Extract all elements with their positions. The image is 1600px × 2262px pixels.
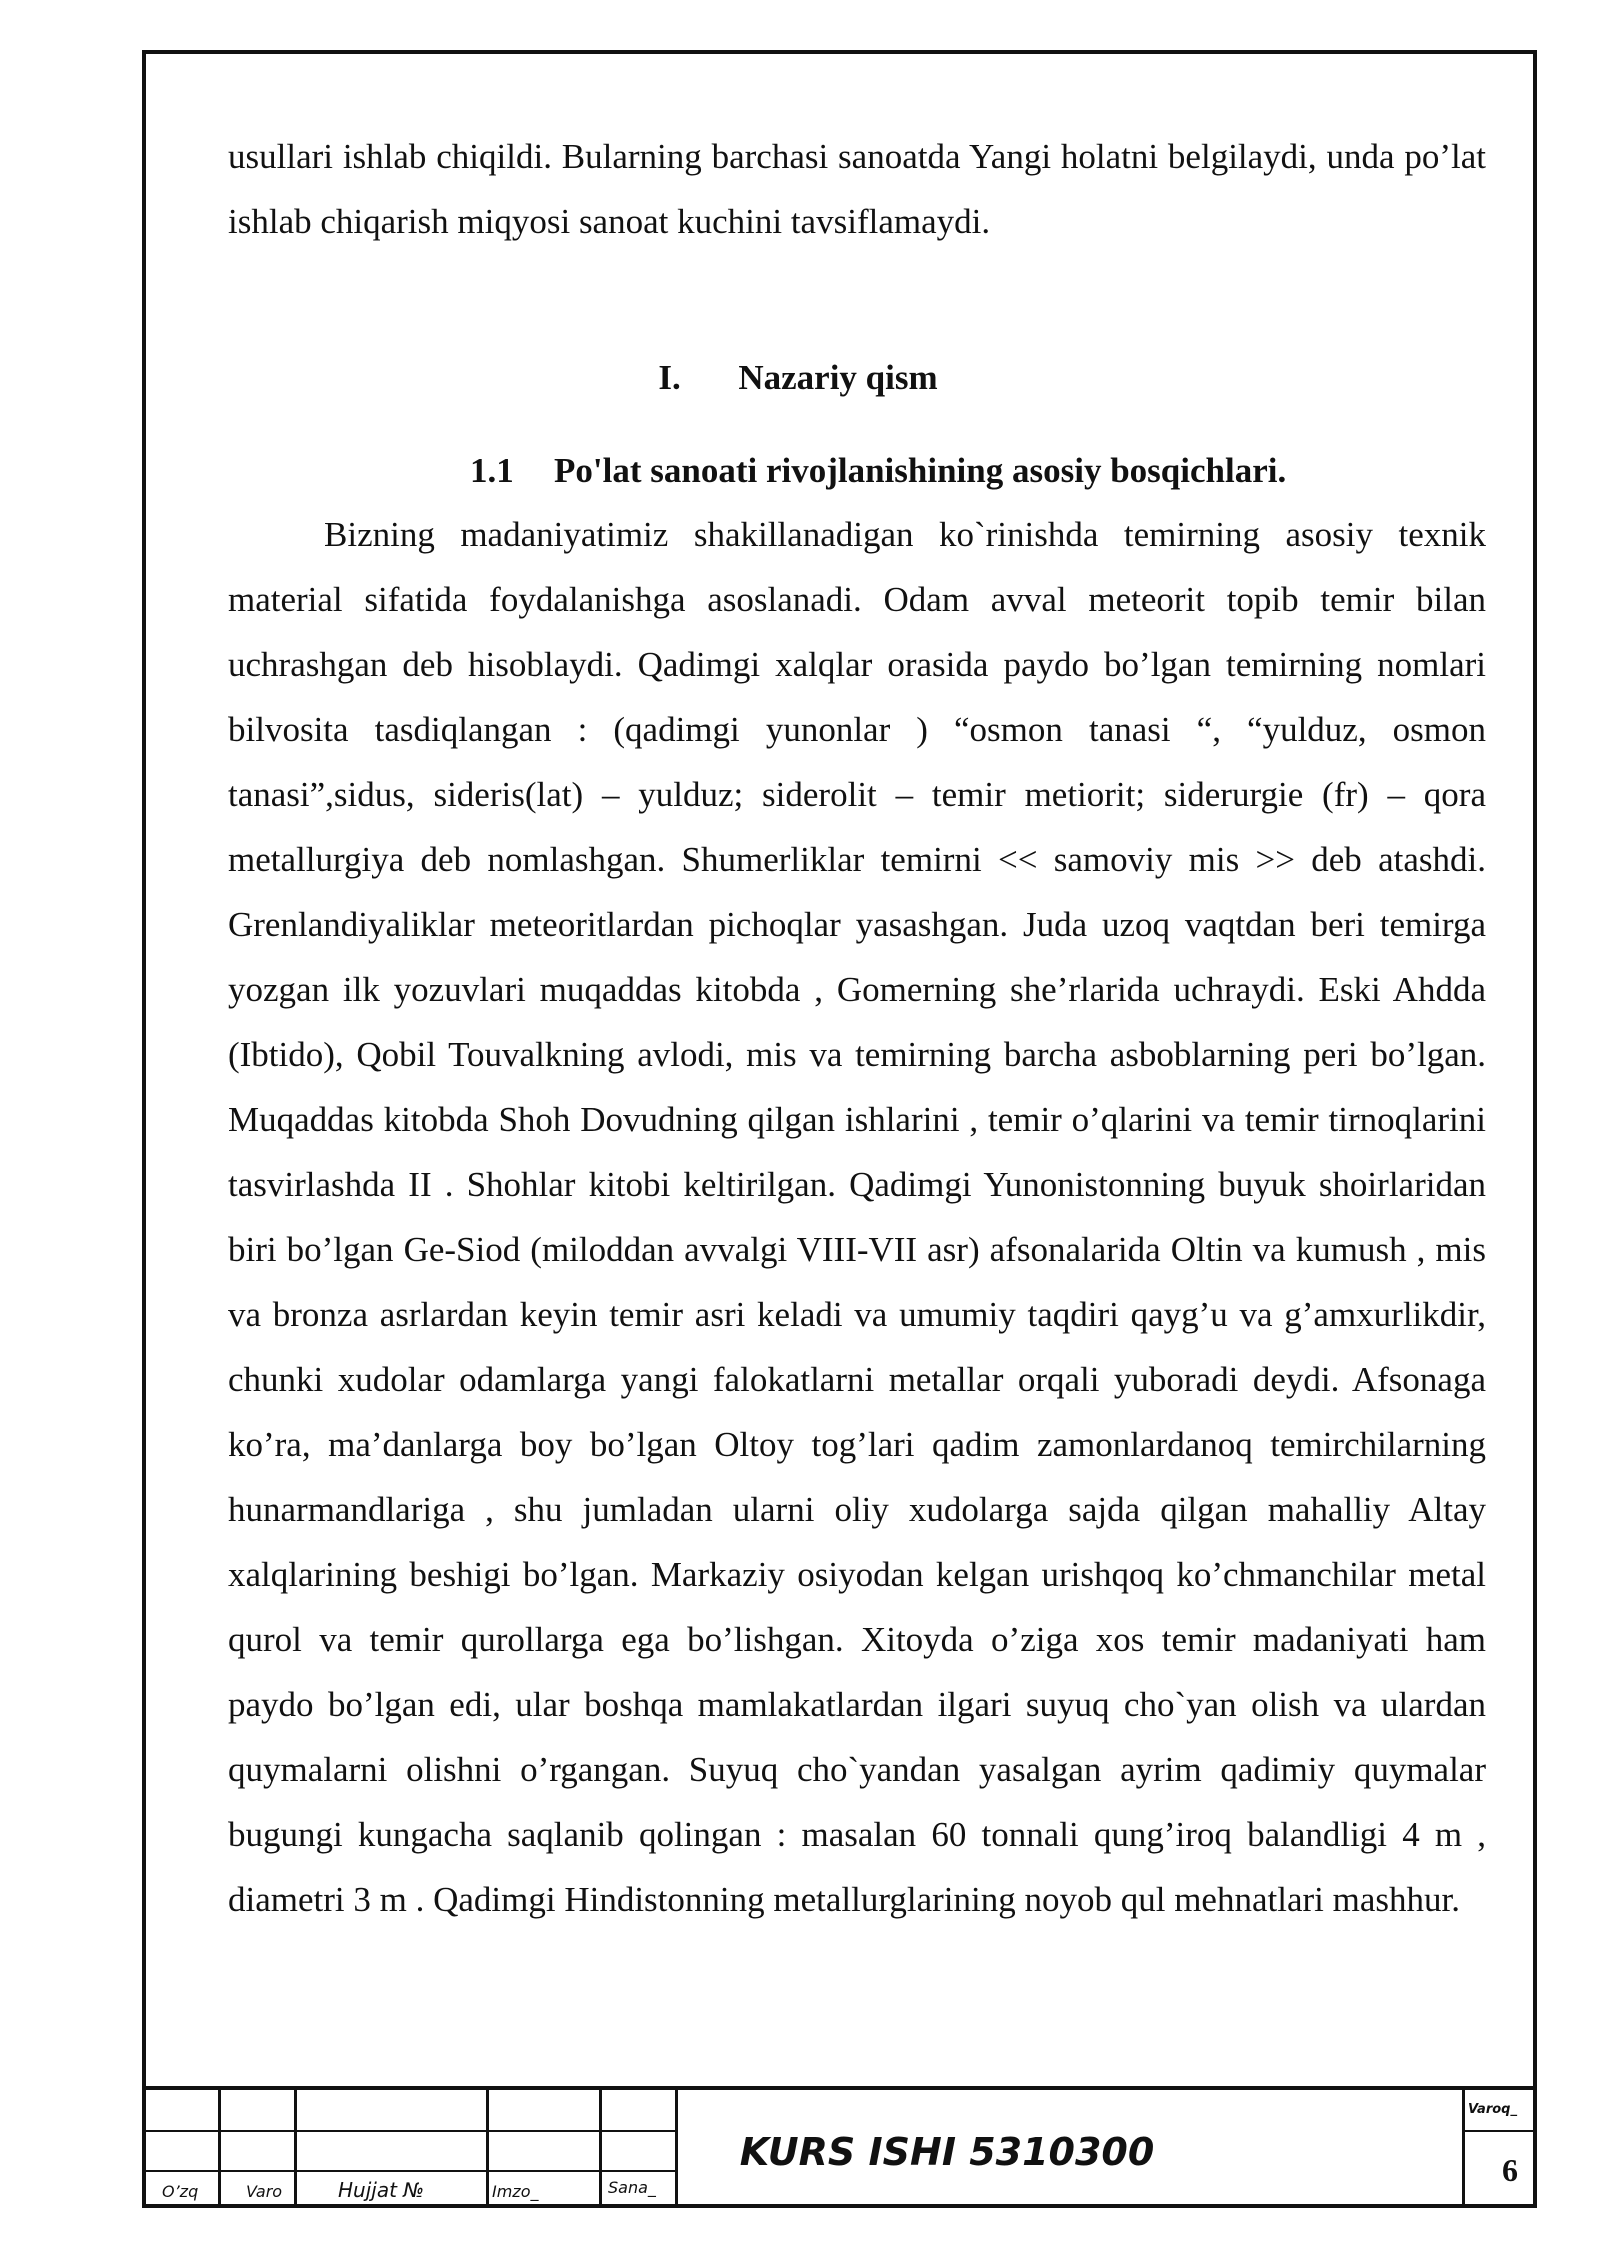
section-heading: [228, 345, 1368, 410]
subsection-heading: [470, 438, 1470, 503]
subsection-title: Po'lat sanoati rivojlanishining asosiy bosqichlari.: [554, 451, 1287, 490]
stamp-row-line: [142, 2130, 675, 2132]
stamp-divider: [1462, 2090, 1465, 2208]
stamp-col-sana: Sana_: [608, 2178, 656, 2197]
body-section: [228, 502, 1486, 1932]
stamp-divider: [294, 2090, 297, 2208]
intro-paragraph: [228, 124, 1486, 254]
subsection-number: 1.1: [470, 451, 514, 490]
section-number: I.: [658, 358, 681, 397]
stamp-col-imzo: Imzo_: [492, 2182, 539, 2201]
stamp-row-line: [142, 2170, 675, 2172]
stamp-divider: [599, 2090, 602, 2208]
stamp-row-line: [1462, 2130, 1537, 2132]
stamp-divider: [218, 2090, 221, 2208]
section-title: Nazariy qism: [738, 358, 938, 397]
stamp-title: KURS ISHI 5310300: [739, 2130, 1155, 2174]
stamp-col-hujjat: Hujjat №: [338, 2178, 425, 2202]
stamp-divider: [486, 2090, 489, 2208]
stamp-col-ozq: O’zq: [162, 2182, 199, 2201]
page-number: 6: [1502, 2152, 1518, 2188]
body-paragraph: Bizning madaniyatimiz shakillanadigan ko`rinishda temirning asosiy texnik material sifatida foydalanishga asoslanadi. Odam avval meteorit topib temir bilan uchrashgan deb hisoblaydi. Qadimgi xalqlar orasida paydo bo’lgan temirning nomlari bilvosita tasdiqlangan : (qadimgi yunonlar ) “osmon tanasi “, “yulduz, osmon tanasi”,sidus, sideris(lat) – yulduz; siderolit – temir metiorit; siderurgie (fr) – qora metallurgiya deb nomlashgan. Shumerliklar temirni << samoviy mis >> deb atashdi. Grenlandiyaliklar meteoritlardan pichoqlar yasashgan. Juda uzoq vaqtdan beri temirga yozgan ilk yozuvlari muqaddas kitobda , Gomerning she’rlarida uchraydi. Eski Ahdda (Ibtido), Qobil Touvalkning avlodi, mis va temirning barcha asboblarning peri bo’lgan. Muqaddas kitobda Shoh Dovudning qilgan ishlarini , temir o’qlarini va temir tirnoqlarini tasvirlashda II . Shohlar kitobi keltirilgan. Qadimgi Yunonistonning buyuk shoirlaridan biri bo’lgan Ge-Siod (miloddan avvalgi VIII-VII asr) afsonalarida Oltin va kumush , mis va bronza asrlardan keyin temir asri keladi va umumiy taqdiri qayg’u va g’amxurlikdir, chunki xudolar odamlarga yangi falokatlarni metallar orqali yuboradi deydi. Afsonaga ko’ra, ma’danlarga boy bo’lgan Oltoy tog’lari qadim zamonlardanoq temirchilarning hunarmandlariga , shu jumladan ularni oliy xudolarga sajda qilgan mahalliy Altay xalqlarining beshigi bo’lgan. Markaziy osiyodan kelgan urishqoq ko’chmanchilar metal qurol va temir qurollarga ega bo’lishgan. Xitoyda o’ziga xos temir madaniyati ham paydo bo’lgan edi, ular boshqa mamlakatlardan ilgari suyuq cho`yan olish va ulardan quymalarni olishni o’rgangan. Suyuq cho`yandan yasalgan ayrim qadimiy quymalar bugungi kungacha saqlanib qolingan : masalan 60 tonnali qung’iroq balandligi 4 m , diametri 3 m . Qadimgi Hindistonning metallurglarining noyob qul mehnatlari mashhur.: [228, 515, 1486, 1919]
stamp-divider: [675, 2090, 678, 2208]
stamp-col-varo: Varo: [246, 2182, 283, 2201]
intro-text: usullari ishlab chiqildi. Bularning barchasi sanoatda Yangi holatni belgilaydi, unda po’lat ishlab chiqarish miqyosi sanoat kuchini tavsiflamaydi.: [228, 137, 1486, 241]
title-block: [142, 2086, 1537, 2208]
stamp-varoq-label: Varoq_: [1468, 2102, 1517, 2117]
